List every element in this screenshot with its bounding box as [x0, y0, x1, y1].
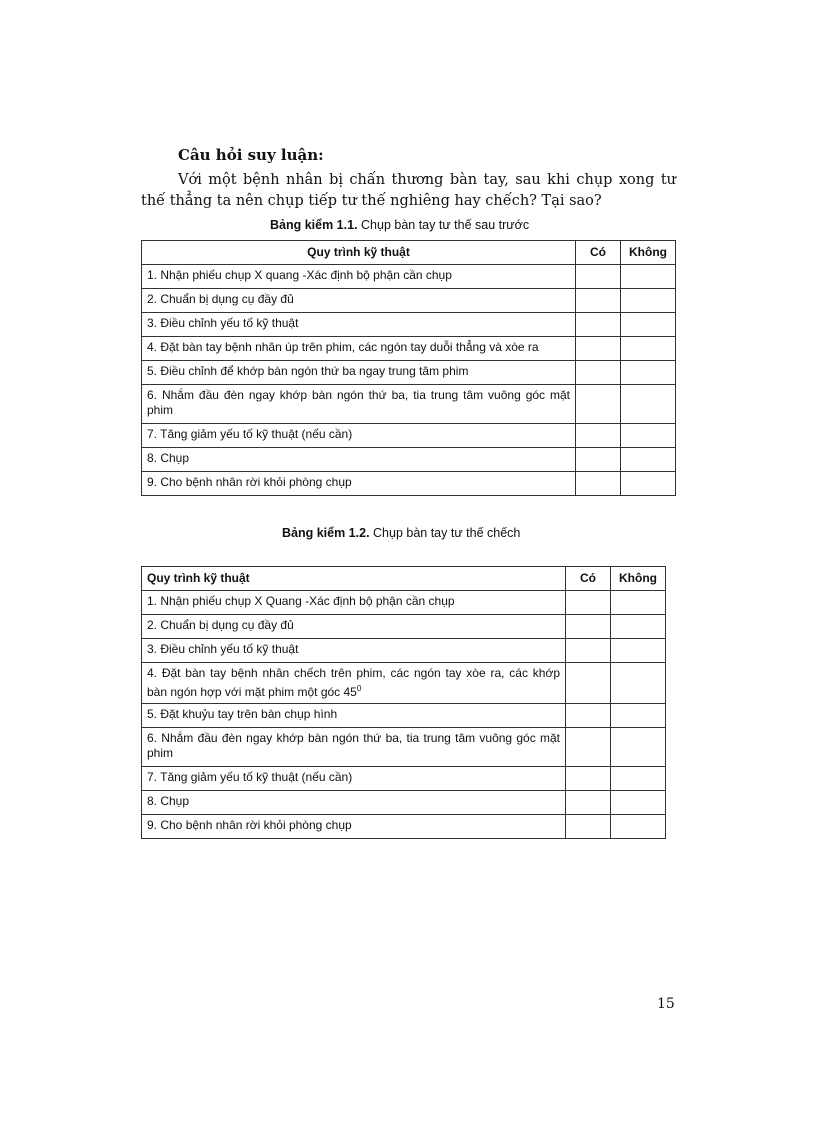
table2-step: 2. Chuẩn bị dụng cụ đầy đủ	[142, 615, 566, 639]
yes-cell[interactable]	[576, 289, 621, 313]
no-cell[interactable]	[621, 424, 676, 448]
table1-step: 5. Điều chỉnh để khớp bàn ngón thứ ba ngay trung tâm phim	[142, 361, 576, 385]
checklist-table-2	[141, 566, 666, 839]
table-row	[142, 265, 676, 289]
table2-header-yes: Có	[566, 567, 611, 591]
table1-step: 4. Đặt bàn tay bệnh nhân úp trên phim, các ngón tay duỗi thẳng và xòe ra	[142, 337, 576, 361]
yes-cell[interactable]	[566, 728, 611, 767]
table-row	[142, 704, 666, 728]
no-cell[interactable]	[611, 791, 666, 815]
no-cell[interactable]	[611, 663, 666, 704]
no-cell[interactable]	[621, 361, 676, 385]
table2-caption-label: Bảng kiểm 1.2.	[282, 526, 370, 540]
yes-cell[interactable]	[576, 448, 621, 472]
table-row	[142, 337, 676, 361]
table-row	[142, 815, 666, 839]
no-cell[interactable]	[621, 313, 676, 337]
no-cell[interactable]	[611, 815, 666, 839]
no-cell[interactable]	[611, 639, 666, 663]
table-row	[142, 472, 676, 496]
no-cell[interactable]	[611, 728, 666, 767]
table2-step: 6. Nhắm đầu đèn ngay khớp bàn ngón thứ ba, tia trung tâm vuông góc mặt phim	[142, 728, 566, 767]
table2-caption	[282, 526, 520, 540]
question-heading: Câu hỏi suy luận:	[178, 146, 324, 164]
yes-cell[interactable]	[576, 424, 621, 448]
table-row	[142, 448, 676, 472]
table2-step: 9. Cho bệnh nhân rời khỏi phòng chụp	[142, 815, 566, 839]
no-cell[interactable]	[621, 337, 676, 361]
table2-step: 8. Chụp	[142, 791, 566, 815]
yes-cell[interactable]	[566, 615, 611, 639]
table2-header-procedure: Quy trình kỹ thuật	[142, 567, 566, 591]
yes-cell[interactable]	[576, 313, 621, 337]
no-cell[interactable]	[611, 767, 666, 791]
table-row	[142, 424, 676, 448]
table-row	[142, 385, 676, 424]
yes-cell[interactable]	[566, 639, 611, 663]
yes-cell[interactable]	[566, 663, 611, 704]
table1-step: 3. Điều chỉnh yếu tố kỹ thuật	[142, 313, 576, 337]
table1-header-yes: Có	[576, 241, 621, 265]
table-row	[142, 591, 666, 615]
table2-caption-title: Chụp bàn tay tư thế chếch	[369, 526, 521, 540]
yes-cell[interactable]	[576, 361, 621, 385]
table-row	[142, 728, 666, 767]
no-cell[interactable]	[621, 385, 676, 424]
table2-step: 3. Điều chỉnh yếu tố kỹ thuật	[142, 639, 566, 663]
table2-step: 1. Nhận phiếu chụp X Quang -Xác định bộ phận cần chụp	[142, 591, 566, 615]
table1-header-procedure: Quy trình kỹ thuật	[142, 241, 576, 265]
table2-step-text: 4. Đặt bàn tay bệnh nhân chếch trên phim, các ngón tay xòe ra, các khớp bàn ngón hợp với mặt phim một góc 45	[147, 666, 560, 699]
table2-step: 5. Đặt khuỷu tay trên bàn chụp hình	[142, 704, 566, 728]
table-row	[142, 639, 666, 663]
yes-cell[interactable]	[576, 472, 621, 496]
table1-header-no: Không	[621, 241, 676, 265]
table1-step: 8. Chụp	[142, 448, 576, 472]
no-cell[interactable]	[621, 472, 676, 496]
page-number: 15	[657, 996, 675, 1012]
no-cell[interactable]	[621, 289, 676, 313]
yes-cell[interactable]	[576, 385, 621, 424]
table1-caption-label: Bảng kiểm 1.1.	[270, 218, 358, 232]
table1-step: 9. Cho bệnh nhân rời khỏi phòng chụp	[142, 472, 576, 496]
yes-cell[interactable]	[566, 704, 611, 728]
table2-step	[142, 663, 566, 704]
yes-cell[interactable]	[566, 791, 611, 815]
table1-step: 6. Nhắm đầu đèn ngay khớp bàn ngón thứ ba, tia trung tâm vuông góc mặt phim	[142, 385, 576, 424]
table1-step: 2. Chuẩn bị dụng cụ đầy đủ	[142, 289, 576, 313]
checklist-table-1	[141, 240, 676, 496]
table-row	[142, 361, 676, 385]
table-row	[142, 289, 676, 313]
no-cell[interactable]	[621, 448, 676, 472]
yes-cell[interactable]	[566, 815, 611, 839]
table-row	[142, 767, 666, 791]
yes-cell[interactable]	[576, 265, 621, 289]
table1-caption	[270, 218, 529, 232]
yes-cell[interactable]	[566, 591, 611, 615]
no-cell[interactable]	[611, 591, 666, 615]
no-cell[interactable]	[611, 704, 666, 728]
table1-step: 1. Nhận phiếu chụp X quang -Xác định bộ phận cần chụp	[142, 265, 576, 289]
table1-step: 7. Tăng giảm yếu tố kỹ thuật (nếu cần)	[142, 424, 576, 448]
table2-header-no: Không	[611, 567, 666, 591]
yes-cell[interactable]	[566, 767, 611, 791]
no-cell[interactable]	[611, 615, 666, 639]
table-row	[142, 663, 666, 704]
no-cell[interactable]	[621, 265, 676, 289]
table1-caption-title: Chụp bàn tay tư thế sau trước	[357, 218, 530, 232]
yes-cell[interactable]	[576, 337, 621, 361]
table-row	[142, 615, 666, 639]
table-row	[142, 313, 676, 337]
table-row	[142, 791, 666, 815]
table2-step: 7. Tăng giảm yếu tố kỹ thuật (nếu cần)	[142, 767, 566, 791]
degree-mark: 0	[356, 684, 362, 693]
question-text: Với một bệnh nhân bị chấn thương bàn tay, sau khi chụp xong tư thế thẳng ta nên chụp tiếp tư thế nghiêng hay chếch? Tại sao?	[141, 172, 676, 209]
